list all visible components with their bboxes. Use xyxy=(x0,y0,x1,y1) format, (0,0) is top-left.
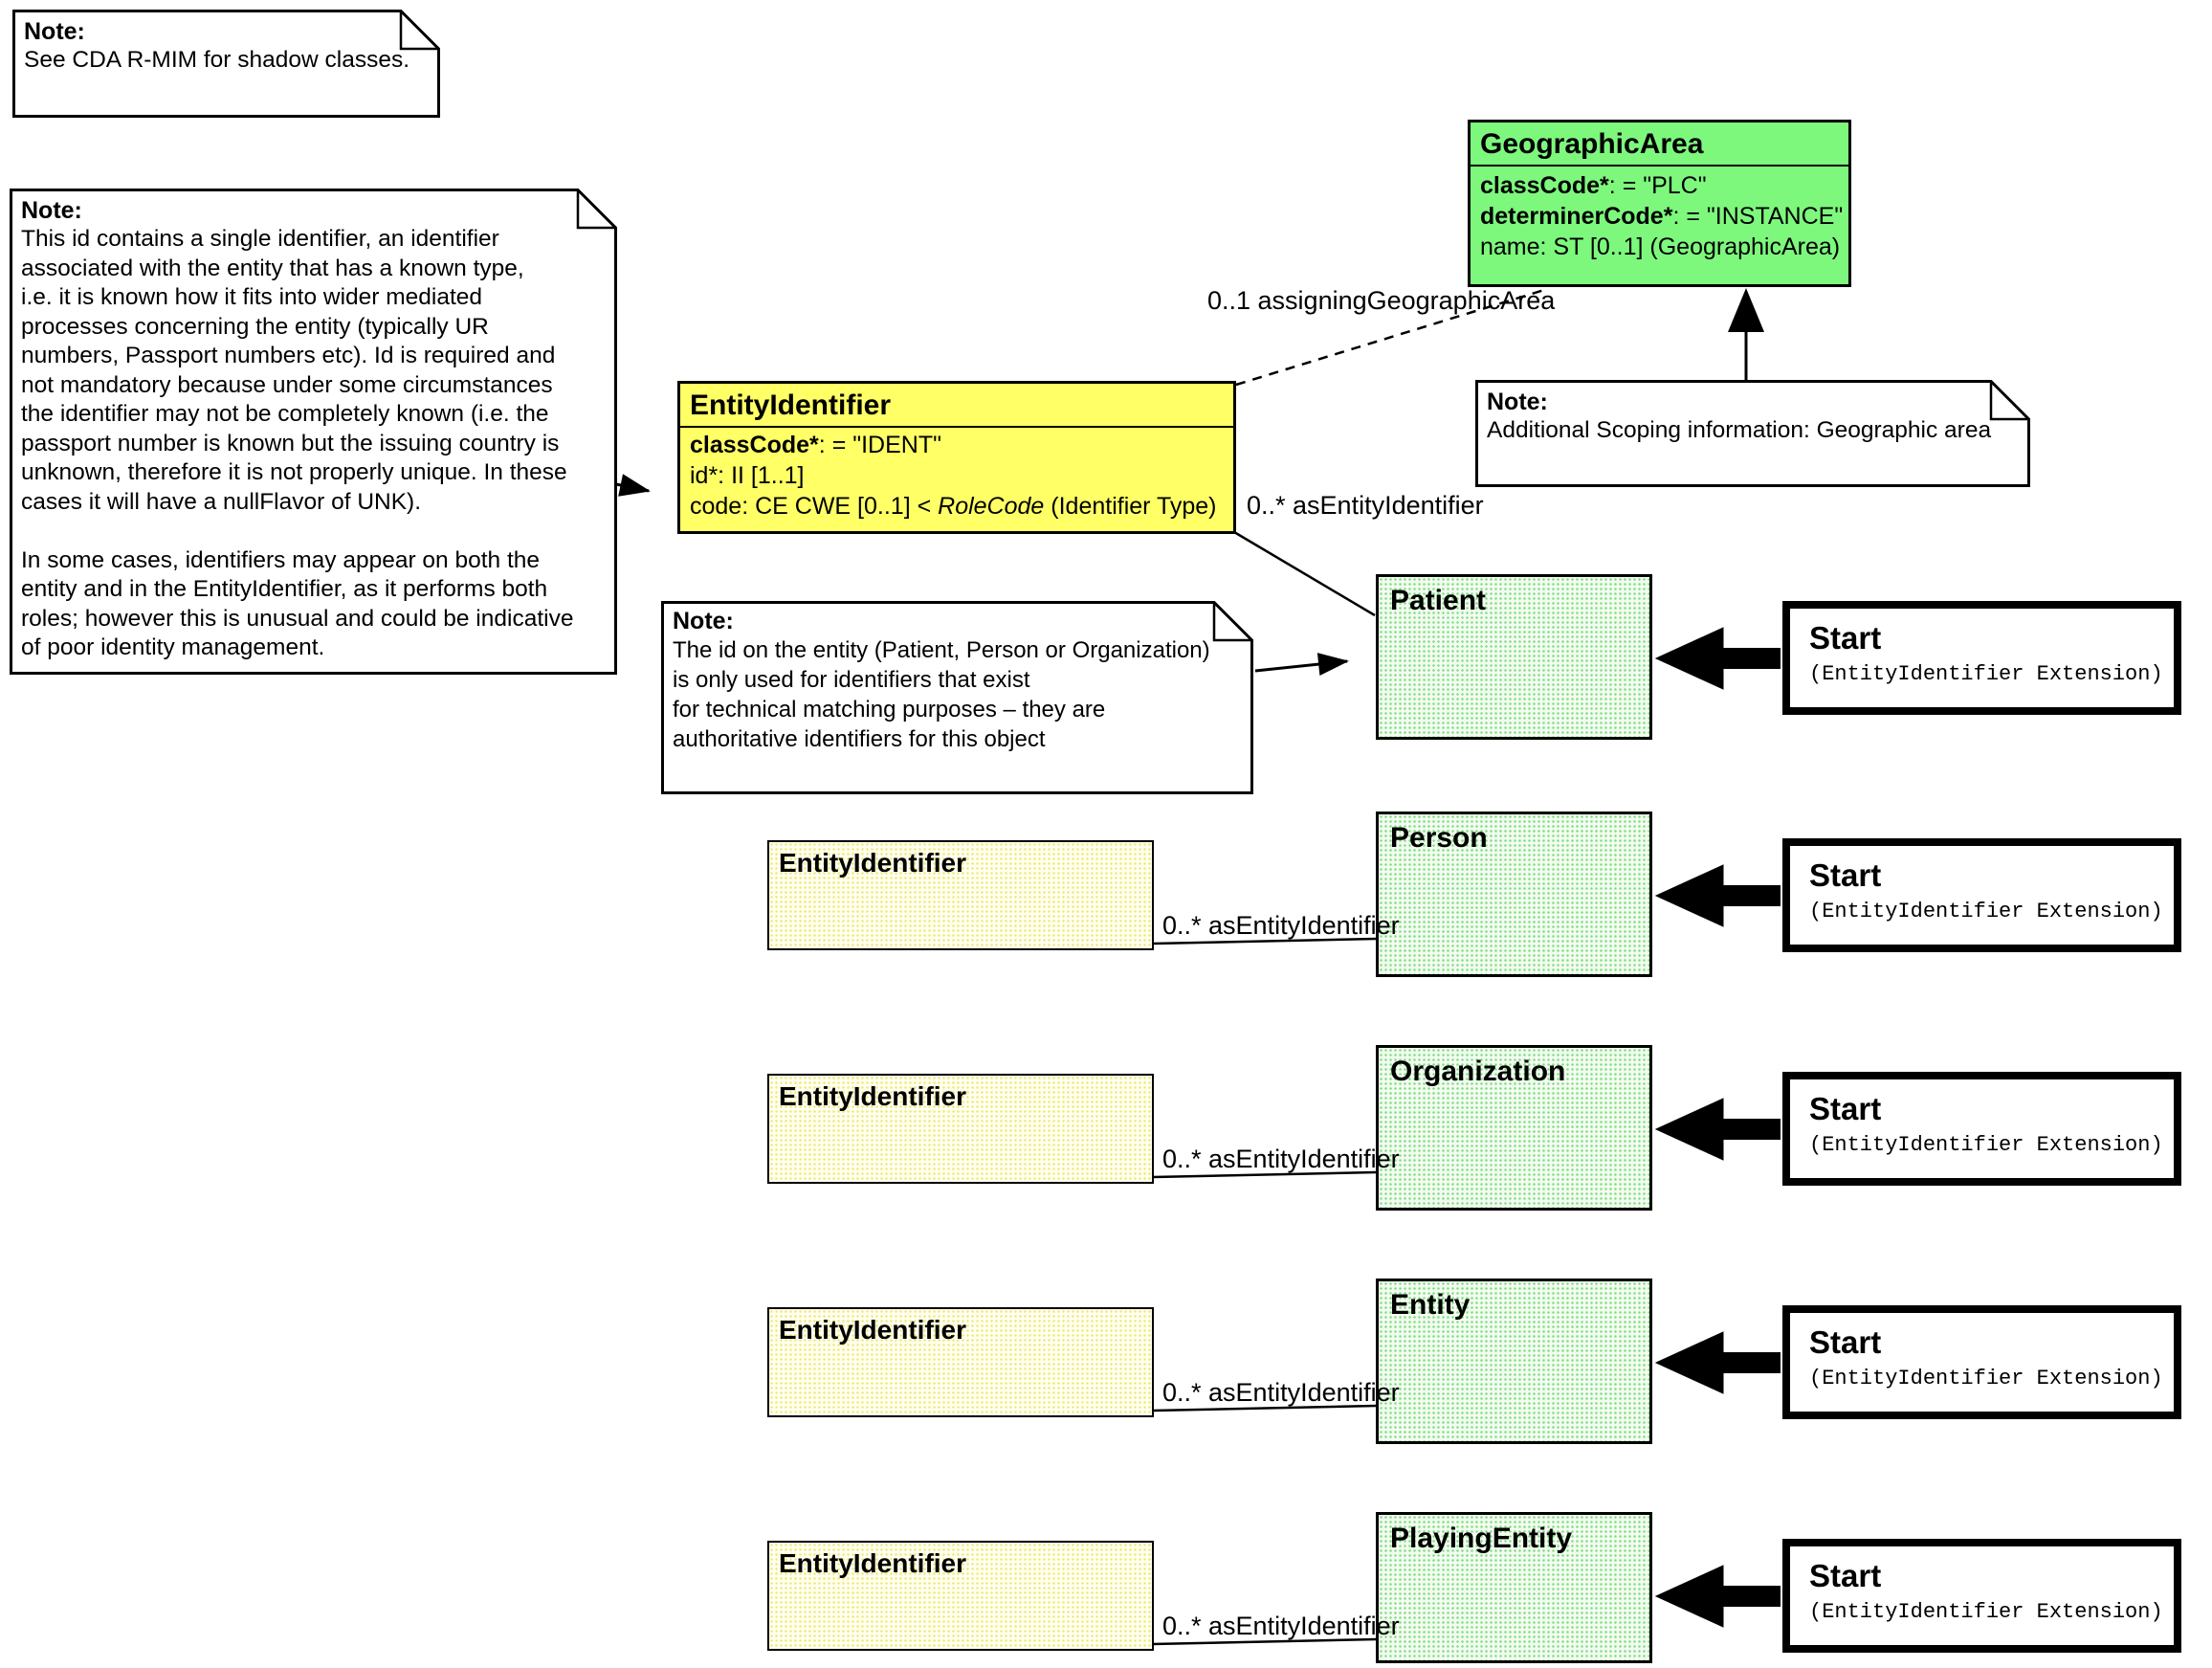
label-as-entity-identifier: 0..* asEntityIdentifier xyxy=(1162,911,1400,940)
note-body-line: unknown, therefore it is not properly unique. In these xyxy=(21,459,567,485)
start-title: Start xyxy=(1809,620,1882,656)
start-subtitle: (EntityIdentifier Extension) xyxy=(1809,1133,2163,1157)
attr-vocab: RoleCode xyxy=(938,493,1045,520)
start-box-playing-entity xyxy=(1782,1539,2181,1653)
entity-title: Entity xyxy=(1390,1289,1471,1321)
attr-value: (Identifier Type) xyxy=(1044,493,1217,520)
label-assigning-geographic-area: 0..1 assigningGeographicArea xyxy=(1207,286,1556,315)
note-body-line: i.e. it is known how it fits into wider mediated xyxy=(21,284,483,310)
entity-title: PlayingEntity xyxy=(1390,1523,1573,1554)
identifier-box xyxy=(767,1074,1154,1184)
class-geographic-area xyxy=(1468,120,1851,287)
start-box-entity xyxy=(1782,1305,2181,1419)
label-as-entity-identifier: 0..* asEntityIdentifier xyxy=(1162,1378,1400,1407)
note-entity-id-usage xyxy=(661,601,1253,794)
note-body-line: numbers, Passport numbers etc). Id is required and xyxy=(21,343,556,368)
class-title: EntityIdentifier xyxy=(779,848,967,878)
entityidentifier-patient-line xyxy=(1234,532,1375,615)
note-body-line: is only used for identifiers that exist xyxy=(673,667,1030,693)
class-title: GeographicArea xyxy=(1471,122,1848,167)
note-body: Additional Scoping information: Geographic area xyxy=(1487,417,1992,443)
entity-box-patient xyxy=(1376,574,1652,740)
attribute-id: id*: II [1..1] xyxy=(690,462,805,489)
note-body-line: not mandatory because under some circumstances xyxy=(21,371,553,398)
identifier-box xyxy=(767,1307,1154,1417)
note-body-line: cases it will have a nullFlavor of UNK). xyxy=(21,488,422,515)
note-to-patient-arrow xyxy=(1255,661,1347,671)
note-body-line: authoritative identifiers for this object xyxy=(673,726,1046,752)
note-title: Note: xyxy=(673,608,734,634)
identifier-box xyxy=(767,1541,1154,1651)
attribute-determinercode xyxy=(1471,201,1848,232)
note-body: See CDA R-MIM for shadow classes. xyxy=(24,47,410,73)
label-as-entity-identifier: 0..* asEntityIdentifier xyxy=(1162,1145,1400,1173)
label-as-entity-identifier: 0..* asEntityIdentifier xyxy=(1162,1612,1400,1640)
note-title: Note: xyxy=(21,197,82,224)
entity-box-organization xyxy=(1376,1045,1652,1211)
note-body-line: In some cases, identifiers may appear on both the xyxy=(21,546,541,573)
note-body-line: processes concerning the entity (typically UR xyxy=(21,313,489,340)
note-body-line xyxy=(21,517,606,546)
class-entity-identifier xyxy=(677,381,1236,534)
class-title: EntityIdentifier xyxy=(680,384,1233,428)
entity-box-entity xyxy=(1376,1279,1652,1444)
attr-value: : = "INSTANCE" xyxy=(1672,203,1844,230)
start-box-patient xyxy=(1782,601,2181,715)
note-to-entityidentifier-arrow xyxy=(616,484,649,491)
note-identifier-description xyxy=(10,189,617,675)
attr-name: determinerCode* xyxy=(1480,203,1673,230)
entity-title: Organization xyxy=(1390,1056,1566,1087)
attr-name: classCode* xyxy=(1480,172,1609,199)
attribute-classcode xyxy=(1471,170,1848,201)
entity-title: Person xyxy=(1390,822,1488,854)
attr-value: : = "IDENT" xyxy=(818,432,941,458)
attr-value: : = "PLC" xyxy=(1608,172,1707,199)
label-as-entity-identifier: 0..* asEntityIdentifier xyxy=(1247,491,1484,520)
note-body-line: passport number is known but the issuing country is xyxy=(21,430,560,456)
note-body-line: the identifier may not be completely known (i.e. the xyxy=(21,401,549,427)
note-title: Note: xyxy=(24,18,85,45)
note-body-line: roles; however this is unusual and could be indicative xyxy=(21,605,574,632)
class-title: EntityIdentifier xyxy=(779,1548,967,1578)
start-title: Start xyxy=(1809,857,1882,893)
note-body-line: entity and in the EntityIdentifier, as it performs both xyxy=(21,576,548,602)
attribute-code xyxy=(680,491,1233,522)
scoping-note-arrowhead-icon xyxy=(1728,288,1764,332)
note-title: Note: xyxy=(1487,389,1548,415)
start-box-organization xyxy=(1782,1072,2181,1186)
identifier-box xyxy=(767,840,1154,950)
attr-value: code: CE CWE [0..1] < xyxy=(690,493,939,520)
entity-box-person xyxy=(1376,812,1652,977)
note-body-line: of poor identity management. xyxy=(21,634,325,660)
note-body-line: for technical matching purposes – they are xyxy=(673,697,1106,723)
start-subtitle: (EntityIdentifier Extension) xyxy=(1809,1600,2163,1624)
start-box-person xyxy=(1782,838,2181,952)
start-subtitle: (EntityIdentifier Extension) xyxy=(1809,662,2163,686)
note-body-line: The id on the entity (Patient, Person or Organization) xyxy=(673,637,1210,663)
class-title: EntityIdentifier xyxy=(779,1315,967,1345)
note-body-line: This id contains a single identifier, an identifier xyxy=(21,226,499,252)
start-subtitle: (EntityIdentifier Extension) xyxy=(1809,1367,2163,1390)
attribute-name: name: ST [0..1] (GeographicArea) xyxy=(1480,234,1841,260)
class-title: EntityIdentifier xyxy=(779,1081,967,1111)
note-shadow-classes xyxy=(12,10,440,118)
start-subtitle: (EntityIdentifier Extension) xyxy=(1809,900,2163,923)
start-title: Start xyxy=(1809,1324,1882,1360)
note-body-line: associated with the entity that has a known type, xyxy=(21,255,524,281)
entity-title: Patient xyxy=(1390,585,1487,616)
attr-name: classCode* xyxy=(690,432,819,458)
entity-box-playing-entity xyxy=(1376,1512,1652,1663)
start-title: Start xyxy=(1809,1091,1882,1126)
start-title: Start xyxy=(1809,1558,1882,1593)
start-arrows xyxy=(1656,628,1781,1627)
note-geographic-scoping xyxy=(1475,380,2030,487)
attribute-classcode xyxy=(680,430,1233,460)
